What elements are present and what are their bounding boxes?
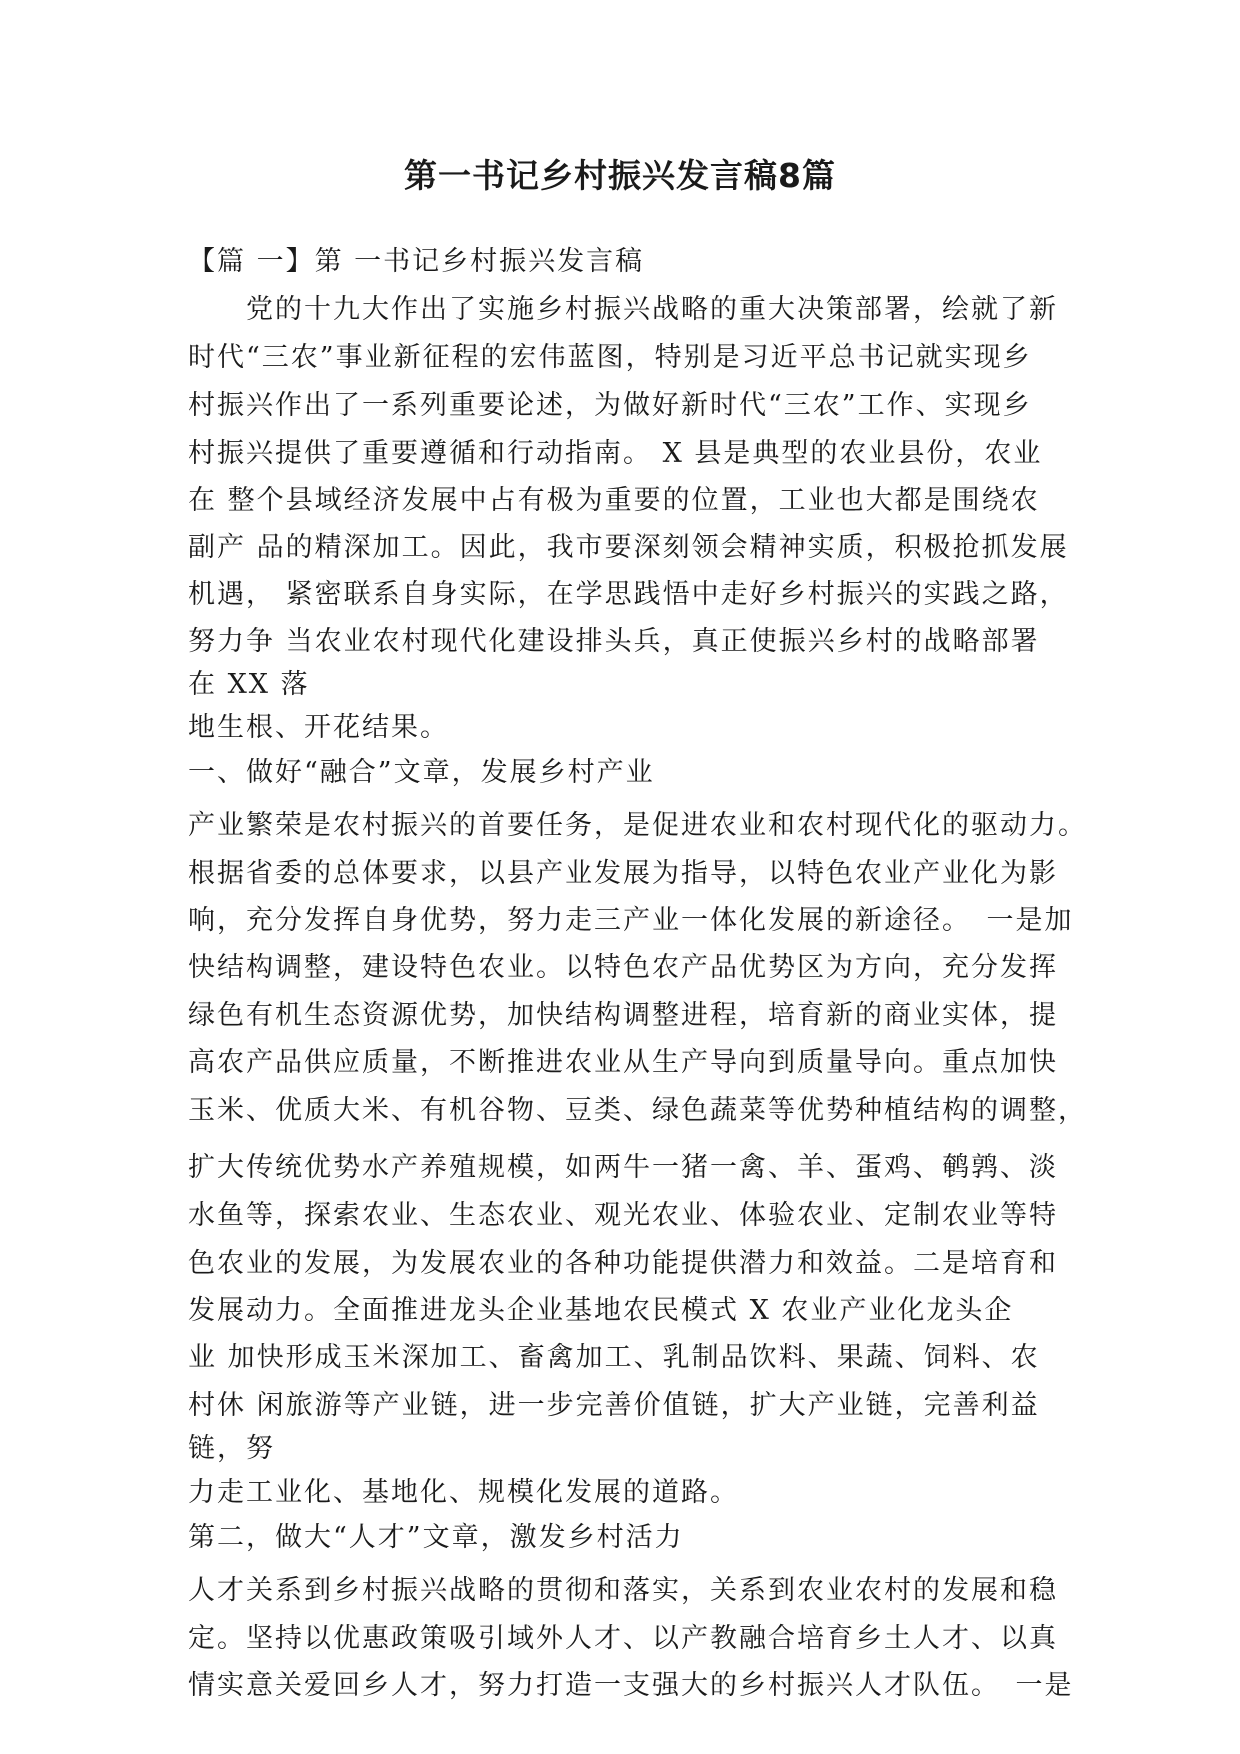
body-text-line: 在 整个县域经济发展中占有极为重要的位置，工业也大都是围绕农 (188, 485, 1040, 516)
body-text-line: 水鱼等，探索农业、生态农业、观光农业、体验农业、定制农业等特 (188, 1200, 1058, 1231)
body-text-line: 绿色有机生态资源优势，加快结构调整进程，培育新的商业实体，提 (188, 1000, 1058, 1031)
body-text-line: 努力争 当农业农村现代化建设排头兵，真正使振兴乡村的战略部署 (188, 626, 1040, 657)
section-heading: 【篇 一】第 一书记乡村振兴发言稿 (188, 246, 645, 277)
section-heading: 第二，做大“人才”文章，激发乡村活力 (188, 1522, 684, 1553)
body-text-line: 村休 闲旅游等产业链，进一步完善价值链，扩大产业链，完善利益 (188, 1390, 1040, 1421)
section-heading: 一、做好“融合”文章，发展乡村产业 (188, 757, 655, 788)
body-text-line: 村振兴作出了一系列重要论述，为做好新时代“三农”工作、实现乡 (188, 390, 1032, 421)
body-text-line: 村振兴提供了重要遵循和行动指南。 X 县是典型的农业县份，农业 (188, 438, 1043, 469)
body-text-line: 党的十九大作出了实施乡村振兴战略的重大决策部署，绘就了新 (188, 294, 1058, 325)
body-text-line: 人才关系到乡村振兴战略的贯彻和落实，关系到农业农村的发展和稳 (188, 1575, 1058, 1606)
body-text-line: 力走工业化、基地化、规模化发展的道路。 (188, 1477, 739, 1508)
body-text-line: 色农业的发展，为发展农业的各种功能提供潜力和效益。二是培育和 (188, 1248, 1058, 1279)
body-text-line: 时代“三农”事业新征程的宏伟蓝图，特别是习近平总书记就实现乡 (188, 342, 1032, 373)
body-text-line: 快结构调整，建设特色农业。以特色农产品优势区为方向，充分发挥 (188, 952, 1058, 983)
body-text-line: 业 加快形成玉米深加工、畜禽加工、乳制品饮料、果蔬、饲料、农 (188, 1342, 1040, 1373)
body-text-line: 发展动力。全面推进龙头企业基地农民模式 X 农业产业化龙头企 (188, 1295, 1014, 1326)
body-text-line: 情实意关爱回乡人才，努力打造一支强大的乡村振兴人才队伍。 一是 (188, 1670, 1074, 1701)
body-text-line: 定。坚持以优惠政策吸引域外人才、以产教融合培育乡土人才、以真 (188, 1623, 1058, 1654)
document-title: 第一书记乡村振兴发言稿8篇 (404, 156, 836, 195)
body-text-line: 高农产品供应质量，不断推进农业从生产导向到质量导向。重点加快 (188, 1047, 1058, 1078)
body-text-line: 在 XX 落 (188, 669, 310, 700)
body-text-line: 扩大传统优势水产养殖规模，如两牛一猪一禽、羊、蛋鸡、鹌鹑、淡 (188, 1152, 1058, 1183)
body-text-line: 响，充分发挥自身优势，努力走三产业一体化发展的新途径。 一是加 (188, 905, 1074, 936)
body-text-line: 产业繁荣是农村振兴的首要任务，是促进农业和农村现代化的驱动力。 (188, 810, 1087, 841)
body-text-line: 玉米、优质大米、有机谷物、豆类、绿色蔬菜等优势种植结构的调整， (188, 1095, 1087, 1126)
body-text-line: 链，努 (188, 1433, 275, 1464)
body-text-line: 地生根、开花结果。 (188, 712, 449, 743)
body-text-line: 副产 品的精深加工。因此，我市要深刻领会精神实质，积极抢抓发展 (188, 532, 1069, 563)
body-text-line: 机遇， 紧密联系自身实际，在学思践悟中走好乡村振兴的实践之路， (188, 579, 1069, 610)
body-text-line: 根据省委的总体要求，以县产业发展为指导，以特色农业产业化为影 (188, 858, 1058, 889)
